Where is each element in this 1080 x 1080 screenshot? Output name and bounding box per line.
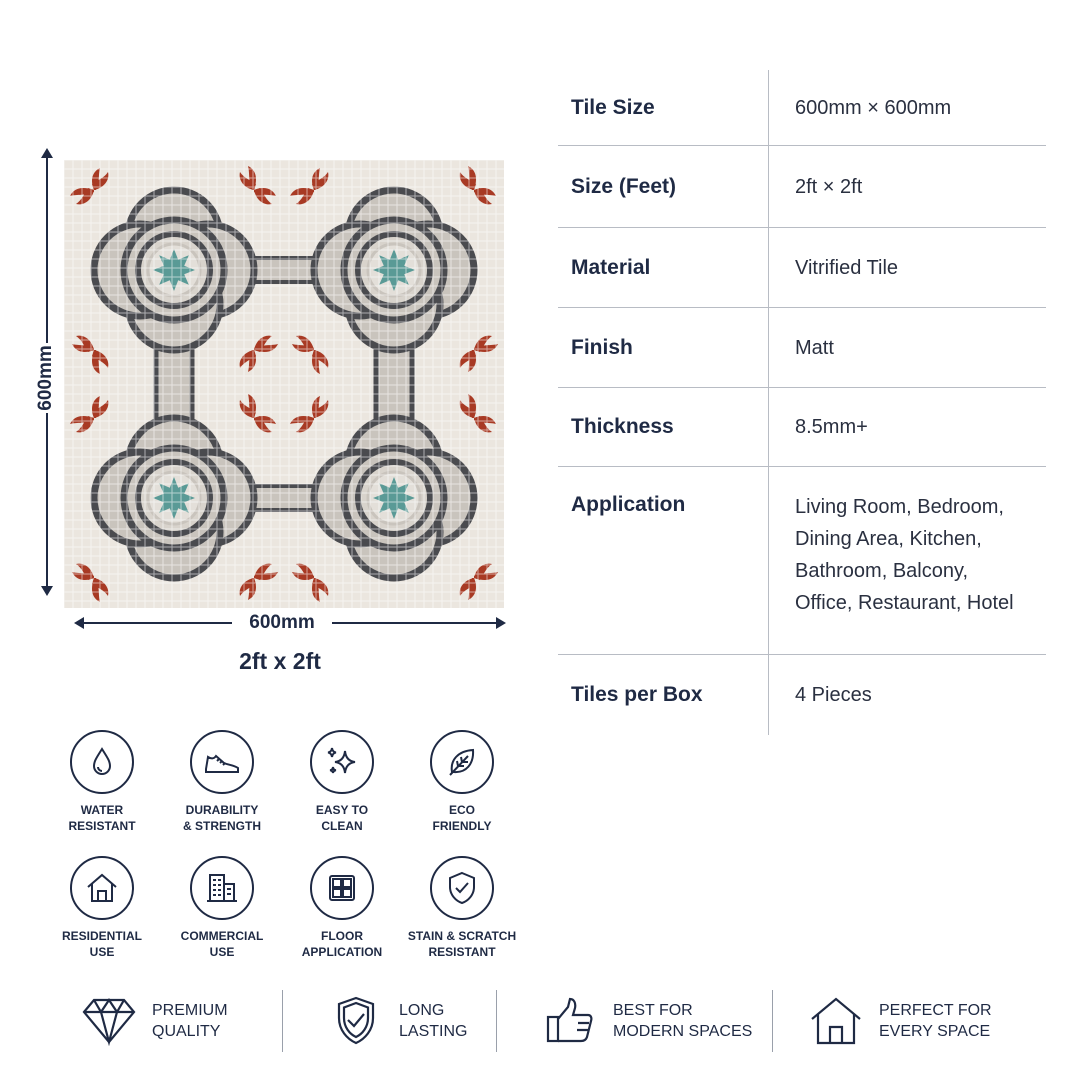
feature-label: DURABILITY & STRENGTH (183, 803, 261, 833)
diamond-icon (80, 996, 138, 1046)
spec-value: 8.5mm+ (768, 388, 1046, 466)
tile-pattern-svg (64, 160, 504, 608)
tile-pattern-image (64, 160, 504, 608)
feature-label: ECO FRIENDLY (432, 803, 492, 833)
house-icon (809, 995, 863, 1047)
spec-value: Matt (768, 308, 1046, 387)
building-icon (204, 870, 240, 906)
badge-row (70, 990, 1030, 1052)
spec-label: Tile Size (571, 95, 655, 119)
spec-table (558, 70, 1046, 735)
spec-label: Thickness (571, 415, 674, 438)
badge-long-lasting (282, 990, 496, 1052)
feature-label: FLOOR APPLICATION (301, 929, 383, 959)
tile-size-caption: 2ft x 2ft (239, 648, 321, 674)
badge-label: BEST FOR MODERN SPACES (613, 1002, 753, 1040)
shoe-icon (202, 745, 242, 779)
height-dimension-label: 600mm (33, 343, 59, 413)
feature-label: STAIN & SCRATCH RESISTANT (407, 929, 517, 959)
shield-check-icon (333, 994, 379, 1048)
thumbs-up-icon (544, 995, 596, 1047)
spec-value: 600mm × 600mm (768, 70, 1046, 145)
feature-label: COMMERCIAL USE (180, 929, 264, 959)
leaf-icon (444, 744, 480, 780)
feature-stain-scratch-resistant (402, 856, 522, 960)
house-icon (84, 871, 120, 905)
width-dimension-label: 600mm (232, 611, 332, 635)
spec-row-tile-size (558, 70, 1046, 146)
feature-eco-friendly (402, 730, 522, 834)
feature-label: EASY TO CLEAN (315, 803, 369, 833)
spec-value: Living Room, Bedroom, Dining Area, Kitchen, Bathroom, Balcony, Office, Restaurant, Hotel (768, 467, 1046, 654)
spec-row-thickness (558, 388, 1046, 467)
spec-row-tiles-per-box (558, 655, 1046, 735)
spec-row-size-feet (558, 146, 1046, 228)
badge-premium-quality (70, 990, 282, 1052)
feature-durability (162, 730, 282, 834)
feature-easy-to-clean (282, 730, 402, 834)
sparkle-icon (323, 743, 361, 781)
water-drop-icon (85, 745, 119, 779)
spec-label: Application (571, 493, 686, 516)
badge-label: PREMIUM QUALITY (152, 1002, 228, 1040)
feature-grid (42, 730, 522, 960)
feature-label: WATER RESISTANT (68, 803, 136, 833)
floor-grid-icon (325, 871, 359, 905)
feature-floor-application (282, 856, 402, 960)
spec-row-material (558, 228, 1046, 308)
feature-water-resistant (42, 730, 162, 834)
spec-row-finish (558, 308, 1046, 388)
spec-row-application (558, 467, 1046, 655)
badge-label: PERFECT FOR EVERY SPACE (879, 1002, 992, 1040)
shield-check-icon (445, 870, 479, 906)
spec-label: Finish (571, 335, 633, 359)
feature-commercial-use (162, 856, 282, 960)
badge-best-for-modern-spaces (496, 990, 772, 1052)
badge-label: LONG LASTING (399, 1002, 468, 1040)
spec-value: 4 Pieces (768, 655, 1046, 735)
feature-residential-use (42, 856, 162, 960)
spec-value: 2ft × 2ft (768, 146, 1046, 227)
spec-label: Size (Feet) (571, 174, 677, 198)
spec-label: Material (571, 255, 651, 279)
spec-value: Vitrified Tile (768, 228, 1046, 307)
badge-perfect-for-every-space (772, 990, 1030, 1052)
spec-label: Tiles per Box (571, 683, 703, 706)
feature-label: RESIDENTIAL USE (61, 929, 142, 959)
